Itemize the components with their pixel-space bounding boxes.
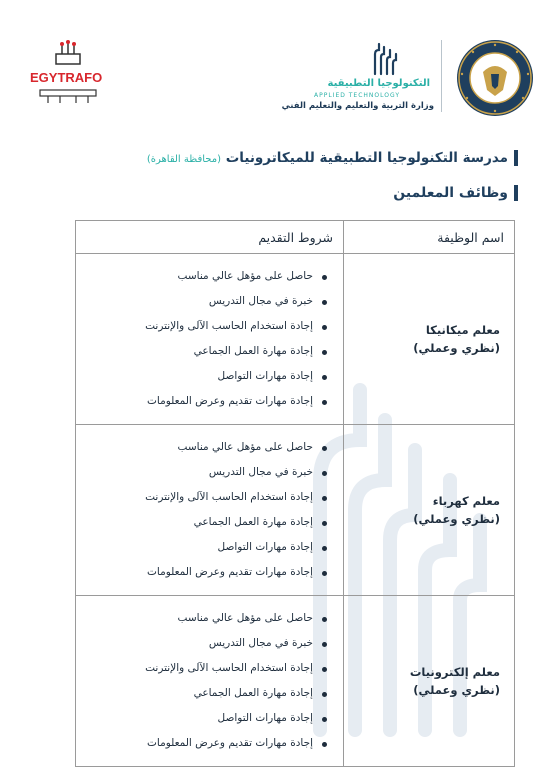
egytrafo-logo <box>28 40 108 110</box>
ministry-seal-logo <box>455 38 535 118</box>
table-header-row <box>76 221 515 254</box>
section-title: وظائف المعلمين <box>208 185 518 201</box>
requirement-item: خبرة في مجال التدريس <box>86 460 327 485</box>
requirement-item: إجادة مهارات التواصل <box>86 364 327 389</box>
requirement-item: إجادة استخدام الحاسب الآلى والإنترنت <box>86 314 327 339</box>
requirement-item: إجادة مهارة العمل الجماعي <box>86 339 327 364</box>
applied-logo-arabic: التكنولوجيا التطبيقية <box>327 78 430 89</box>
requirement-item: حاصل على مؤهل عالي مناسب <box>86 606 327 631</box>
table-row <box>76 254 515 425</box>
requirements-list <box>86 435 327 585</box>
requirement-item: حاصل على مؤهل عالي مناسب <box>86 435 327 460</box>
jobs-table <box>75 220 515 767</box>
requirement-item: إجادة مهارة العمل الجماعي <box>86 681 327 706</box>
job-type: (نظري وعملي) <box>413 512 500 526</box>
requirements-list <box>86 264 327 414</box>
ministry-name: وزارة التربية والتعليم والتعليم الفني <box>281 101 434 111</box>
table-row <box>76 425 515 596</box>
school-governorate: (محافظة القاهرة) <box>146 154 221 165</box>
header-job-name: اسم الوظيفة <box>344 221 515 254</box>
requirement-item: إجادة استخدام الحاسب الآلى والإنترنت <box>86 485 327 510</box>
school-name: مدرسة التكنولوجيا التطبيقية للميكاترونيات <box>225 150 508 166</box>
header-divider <box>441 40 442 112</box>
table-row <box>76 596 515 767</box>
requirement-item: حاصل على مؤهل عالي مناسب <box>86 264 327 289</box>
applied-logo-english: APPLIED TECHNOLOGY <box>313 92 400 99</box>
job-title: معلم إلكترونيات <box>409 664 500 679</box>
applied-technology-icon <box>372 40 398 76</box>
job-title: معلم كهرباء <box>432 493 500 508</box>
egytrafo-name: EGYTRAFO <box>30 70 103 85</box>
requirement-item: إجادة مهارات تقديم وعرض المعلومات <box>86 389 327 414</box>
job-type: (نظري وعملي) <box>413 341 500 355</box>
requirement-item: خبرة في مجال التدريس <box>86 631 327 656</box>
requirement-item: إجادة مهارات التواصل <box>86 535 327 560</box>
requirements-list <box>86 606 327 756</box>
applied-technology-logo <box>281 40 440 111</box>
requirement-item: إجادة استخدام الحاسب الآلى والإنترنت <box>86 656 327 681</box>
header-requirements: شروط التقديم <box>76 221 344 254</box>
job-title-cell <box>344 254 515 425</box>
job-type: (نظري وعملي) <box>413 683 500 697</box>
job-title: معلم ميكانيكا <box>425 322 500 337</box>
requirement-item: إجادة مهارات التواصل <box>86 706 327 731</box>
requirements-cell <box>76 596 344 767</box>
requirement-item: إجادة مهارات تقديم وعرض المعلومات <box>86 560 327 585</box>
requirements-cell <box>76 425 344 596</box>
job-title-cell <box>344 425 515 596</box>
transformer-base-icon <box>38 88 98 104</box>
requirement-item: خبرة في مجال التدريس <box>86 289 327 314</box>
school-title <box>48 150 518 166</box>
job-title-cell <box>344 596 515 767</box>
transformer-icon <box>48 40 88 70</box>
page-header <box>0 0 550 130</box>
requirements-cell <box>76 254 344 425</box>
requirement-item: إجادة مهارة العمل الجماعي <box>86 510 327 535</box>
requirement-item: إجادة مهارات تقديم وعرض المعلومات <box>86 731 327 756</box>
